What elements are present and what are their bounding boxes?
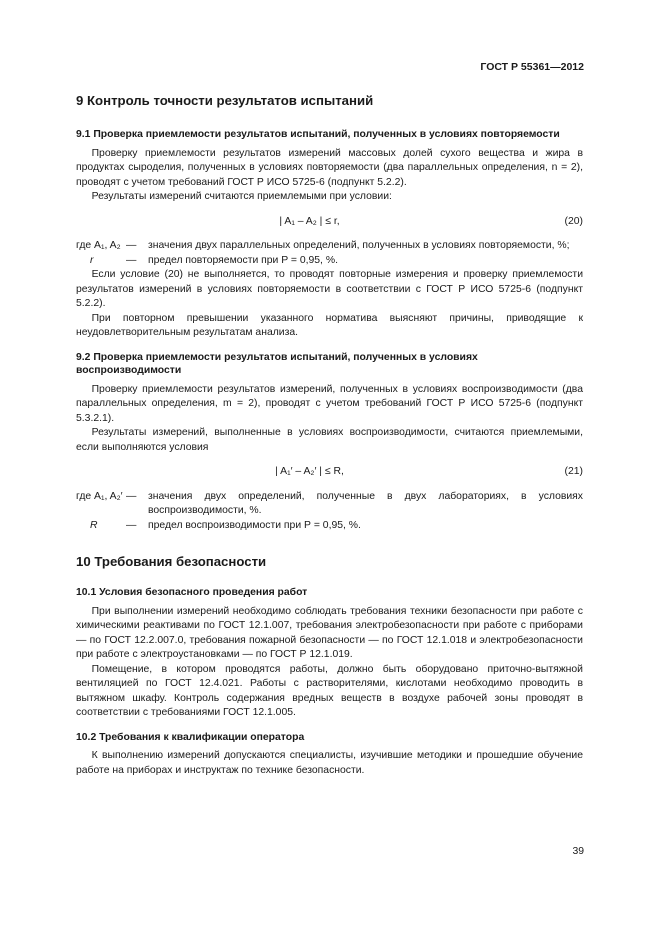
formula-expression: | A₁′ – A₂′ | ≤ R, (275, 466, 344, 477)
paragraph: При выполнении измерений необходимо соблюдать требования техники безопасности при работе с химическими реактивами по ГОСТ 12.1.007, требования электробезопасности при работе с приборами — по ГОСТ 12.2.007.0, требования пожарной безопасности — по ГОСТ 12.1.018 и электробезопасности при работе с электроустановками — по ГОСТ Р 12.1.019. (76, 605, 583, 660)
page-content (76, 92, 583, 778)
definition-symbol: где A₁, A₂ (76, 240, 121, 251)
subsection-10-2-title: 10.2 Требования к квалификации оператора (76, 731, 305, 743)
paragraph: К выполнению измерений допускаются специалисты, изучившие методики и прошедшие обучение работе на приборах и инструктаж по технике безопасности. (76, 750, 583, 776)
section-9-title: 9 Контроль точности результатов испытаний (76, 93, 374, 108)
paragraph: Проверку приемлемости результатов измерений, полученных в условиях воспроизводимости (два параллельных определения, m = 2), проводят с учетом требований ГОСТ Р ИСО 5725-6 (подпункт 5.3.2.1). (76, 383, 583, 424)
paragraph: При повторном превышении указанного норматива выясняют причины, приводящие к неудовлетворительным результатам анализа. (76, 312, 583, 338)
subsection-9-1-title: 9.1 Проверка приемлемости результатов испытаний, полученных в условиях повторяемости (76, 129, 560, 140)
paragraph: Если условие (20) не выполняется, то проводят повторные измерения и проверку приемлемости результатов измерений в условиях повторяемости в соответствии с ГОСТ Р ИСО 5725-6 (подпункт 5.2.2). (76, 269, 583, 309)
definition-symbol: R (90, 519, 98, 531)
page-number: 39 (572, 846, 584, 857)
definition-symbol: где A₁, A₂′ (76, 490, 123, 502)
formula-number: (20) (564, 215, 583, 227)
subsection-9-2-title: 9.2 Проверка приемлемости результатов испытаний, полученных в условиях воспроизводимости (76, 351, 478, 376)
definition-dash: — (126, 240, 137, 251)
subsection-10-1-title: 10.1 Условия безопасного проведения работ (76, 587, 308, 598)
definition-dash: — (126, 490, 137, 502)
paragraph: Проверку приемлемости результатов измерений массовых долей сухого вещества и жира в продуктах сыроделия, полученных в условиях повторяемости (два параллельных определения, n = 2), проводят с учетом требований ГОСТ Р ИСО 5725-6 (подпункт 5.2.2). (76, 147, 583, 188)
definition-dash: — (126, 519, 137, 531)
paragraph: Результаты измерений, выполненные в условиях воспроизводимости, считаются приемлемыми, если выполняются условия (76, 427, 583, 453)
formula-21 (76, 465, 583, 480)
section-10-title: 10 Требования безопасности (76, 554, 267, 569)
definition-row (76, 519, 583, 534)
formula-number: (21) (564, 466, 583, 477)
paragraph: Результаты измерений считаются приемлемыми при условии: (91, 191, 392, 202)
definition-symbol: r (90, 254, 94, 266)
paragraph: Помещение, в котором проводятся работы, должно быть оборудовано приточно-вытяжной вентиляцией по ГОСТ 12.4.021. Работы с растворителями, кислотами необходимо проводить в вытяжном шкафу. Контроль содержания вредных веществ в воздухе рабочей зоны проводят в соответствии с требованиями ГОСТ 12.1.005. (76, 663, 583, 718)
formula-20 (76, 215, 583, 230)
definition-text: предел повторяемости при P = 0,95, %. (148, 254, 338, 266)
definition-row (76, 239, 583, 254)
document-id: ГОСТ Р 55361—2012 (480, 61, 584, 73)
definition-dash: — (126, 254, 137, 266)
definition-text: значения двух определений, полученные в двух лабораториях, в условиях воспроизводимости, %. (148, 490, 583, 516)
definition-row (76, 490, 583, 519)
definition-text: предел воспроизводимости при Р = 0,95, %. (148, 519, 361, 531)
definition-text: значения двух параллельных определений, полученных в условиях повторяемости, %; (148, 240, 570, 251)
formula-expression: | A₁ – A₂ | ≤ r, (279, 215, 340, 227)
definition-row (76, 254, 583, 269)
